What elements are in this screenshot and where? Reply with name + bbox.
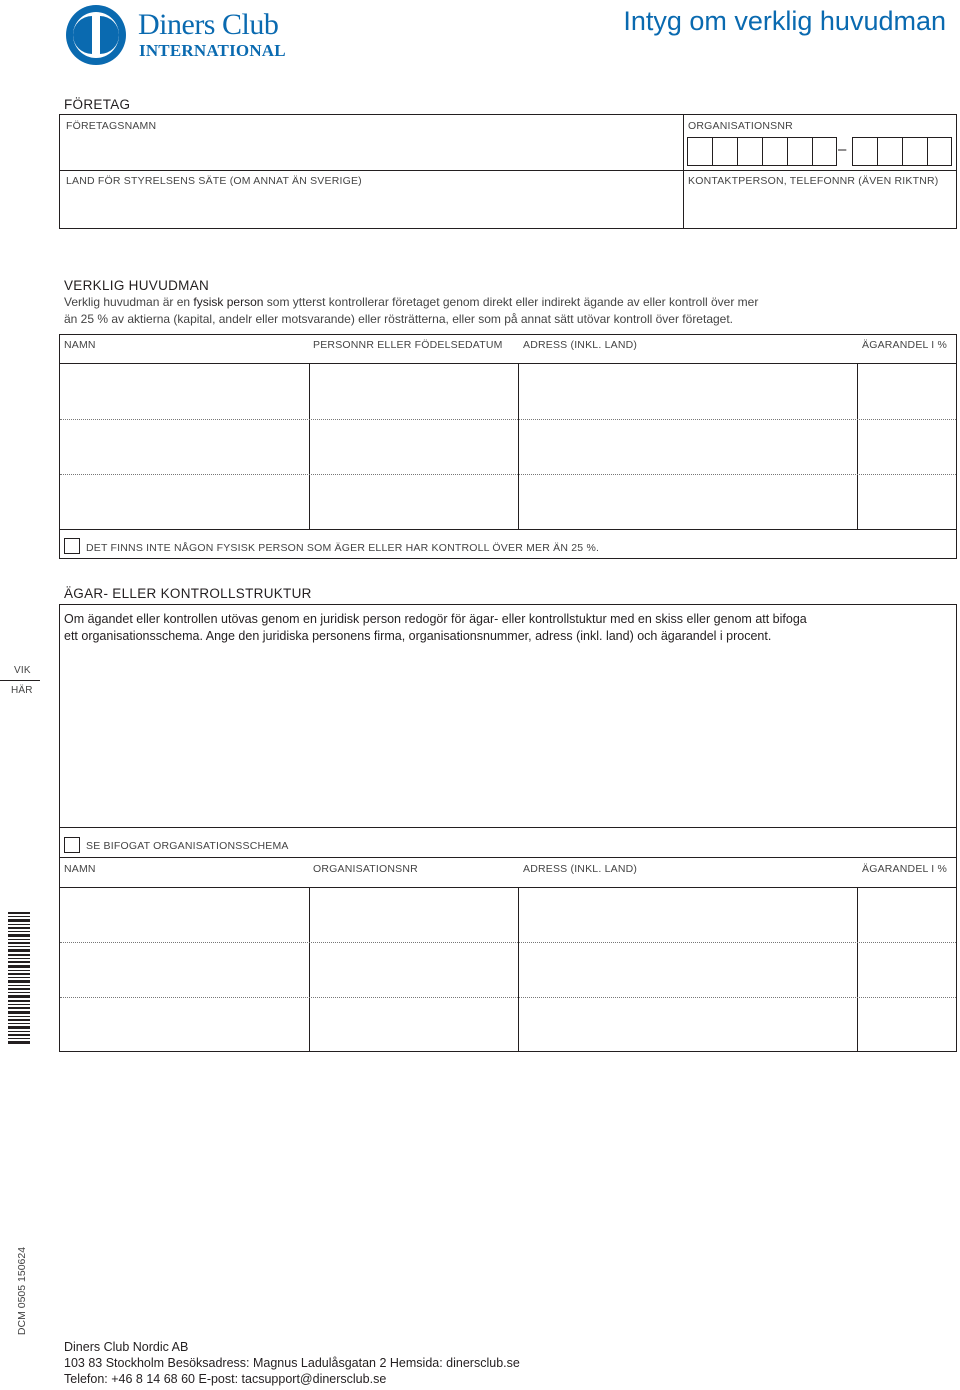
structure-row[interactable]	[60, 888, 956, 941]
country-label: LAND FÖR STYRELSENS SÄTE (OM ANNAT ÄN SVERIGE)	[66, 175, 362, 187]
structure-desc-line2: ett organisationsschema. Ange den juridiska personens firma, organisationsnummer, adress (inkl. land) och ägarandel i procent.	[64, 629, 772, 643]
no-beneficial-label: DET FINNS INTE NÅGON FYSISK PERSON SOM ÄGER ELLER HAR KONTROLL ÖVER MER ÄN 25 %.	[86, 542, 600, 554]
document-code: DCM 0505 150624	[16, 1246, 28, 1336]
beneficial-col-name: NAMN	[64, 339, 96, 351]
structure-mid-line	[59, 857, 957, 858]
structure-desc-line1: Om ägandet eller kontrollen utövas genom en juridisk person redogör för ägar- eller kontrollstuktur med en skiss eller genom att bifoga	[64, 612, 807, 626]
beneficial-row[interactable]	[60, 475, 956, 528]
org-number-field-2[interactable]	[852, 137, 952, 166]
company-name-field[interactable]	[60, 134, 682, 169]
company-name-label: FÖRETAGSNAMN	[66, 120, 157, 132]
structure-col-address: ADRESS (INKL. LAND)	[523, 863, 638, 875]
page-title: Intyg om verklig huvudman	[623, 6, 946, 36]
beneficial-heading: VERKLIG HUVUDMAN	[64, 278, 210, 293]
structure-sketch-area[interactable]	[60, 650, 956, 826]
structure-sketch-bottom-line	[59, 827, 957, 828]
structure-col-orgnr: ORGANISATIONSNR	[313, 863, 418, 875]
fold-mark-bottom: HÄR	[11, 685, 33, 696]
logo-name: Diners Club	[138, 8, 279, 41]
contact-label: KONTAKTPERSON, TELEFONNR (ÄVEN RIKTNR)	[688, 175, 939, 187]
beneficial-desc-line2: än 25 % av aktierna (kapital, andelr eller motsvarande) eller rösträtterna, eller som på annat sätt utövar kontroll över företaget.	[64, 312, 734, 326]
beneficial-desc-line1-post: som ytterst kontrollerar företaget genom direkt eller indirekt ägande av eller kontroll över mer	[266, 295, 759, 309]
company-divider-h	[59, 170, 957, 171]
beneficial-desc-line1-pre: Verklig huvudman är en	[64, 295, 191, 309]
org-number-field-1[interactable]	[687, 137, 837, 166]
beneficial-col-share: ÄGARANDEL I %	[862, 339, 948, 351]
beneficial-row[interactable]	[60, 420, 956, 473]
company-heading: FÖRETAG	[64, 97, 131, 112]
structure-heading: ÄGAR- ELLER KONTROLLSTRUKTUR	[64, 586, 312, 601]
org-number-separator: –	[838, 141, 847, 158]
contact-field[interactable]	[684, 189, 956, 227]
country-field[interactable]	[60, 189, 682, 227]
structure-row[interactable]	[60, 943, 956, 996]
barcode-icon	[8, 912, 30, 1044]
footer-address: 103 83 Stockholm Besöksadress: Magnus Ladulåsgatan 2 Hemsida: dinersclub.se	[64, 1356, 520, 1370]
beneficial-table-footer-line	[59, 529, 957, 530]
logo-subname: INTERNATIONAL	[139, 41, 286, 60]
attached-chart-checkbox[interactable]	[64, 837, 80, 853]
beneficial-row[interactable]	[60, 364, 956, 418]
structure-description	[64, 611, 807, 645]
structure-col-name: NAMN	[64, 863, 96, 875]
beneficial-description	[64, 294, 758, 328]
diners-club-logo-icon	[62, 4, 130, 66]
logo	[62, 4, 302, 66]
beneficial-col-personnr: PERSONNR ELLER FÖDELSEDATUM	[313, 339, 503, 351]
org-number-label: ORGANISATIONSNR	[688, 120, 793, 132]
fold-mark-line	[0, 680, 40, 681]
footer-company: Diners Club Nordic AB	[64, 1340, 189, 1354]
fold-mark-top: VIK	[14, 665, 31, 676]
footer-contact: Telefon: +46 8 14 68 60 E-post: tacsupport@dinersclub.se	[64, 1372, 387, 1386]
beneficial-col-address: ADRESS (INKL. LAND)	[523, 339, 638, 351]
structure-col-share: ÄGARANDEL I %	[862, 863, 948, 875]
structure-row[interactable]	[60, 998, 956, 1051]
no-beneficial-checkbox[interactable]	[64, 538, 80, 554]
beneficial-desc-bold: fysisk person	[193, 295, 264, 309]
attached-chart-label: SE BIFOGAT ORGANISATIONSSCHEMA	[86, 840, 289, 852]
